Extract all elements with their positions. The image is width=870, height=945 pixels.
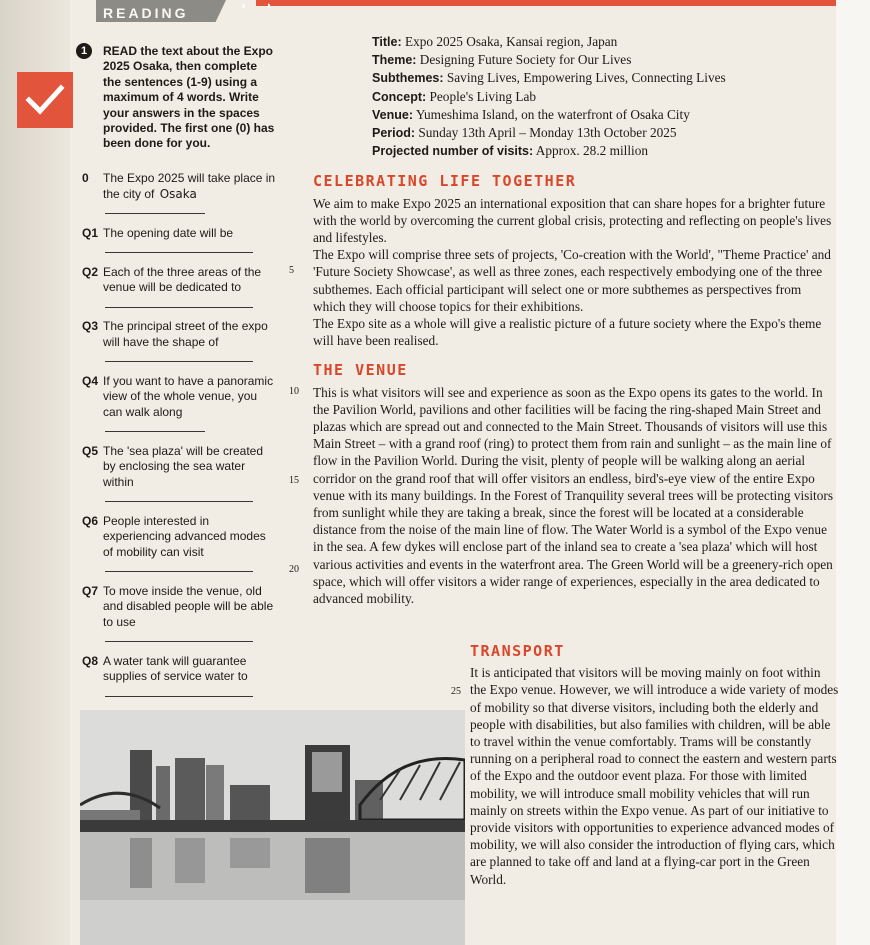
fact-value: Designing Future Society for Our Lives — [419, 52, 632, 68]
header-red-band — [256, 0, 836, 6]
question-text: The principal street of the expo will have the shape of — [103, 319, 268, 349]
fact-row — [372, 88, 833, 106]
fact-row — [372, 142, 833, 160]
fact-label: Projected number of visits: — [372, 144, 534, 159]
fact-row — [372, 33, 833, 51]
question-number: Q5 — [82, 443, 99, 458]
question-text: A water tank will guarantee supplies of service water to — [103, 653, 248, 683]
line-number: 10 — [289, 386, 299, 397]
line-number: 15 — [289, 475, 299, 486]
fact-label: Period: — [372, 126, 416, 141]
question-3 — [82, 319, 278, 367]
answer-field[interactable] — [105, 630, 253, 642]
article — [313, 33, 833, 607]
fact-value: Yumeshima Island, on the waterfront of Osaka City — [415, 106, 690, 122]
answer-field[interactable]: Osaka — [159, 186, 197, 201]
page-left-edge — [0, 0, 70, 945]
header-bar — [96, 0, 836, 14]
fact-label: Theme: — [372, 53, 417, 68]
paragraph: The Expo will comprise three sets of projects, 'Co-creation with the World', "Theme Practice' and 'Future Society Showcase', as well as three zones, each respectively embodying one of the three subthemes. Each official participant will select one or more subthemes as perspectives from which they will choose topics for their exhibitions. — [313, 247, 831, 314]
answer-field[interactable] — [105, 490, 253, 502]
osaka-skyline-photo — [80, 710, 465, 945]
fact-label: Concept: — [372, 89, 427, 104]
section-label: READING — [103, 5, 189, 21]
answer-field[interactable] — [105, 350, 253, 362]
question-number: Q3 — [82, 319, 99, 333]
transport-section — [470, 643, 840, 888]
question-number: Q7 — [82, 583, 99, 598]
check-badge — [17, 72, 73, 128]
question-number: Q8 — [82, 653, 99, 668]
section-heading-transport: TRANSPORT — [470, 642, 565, 660]
fact-label: Subthemes: — [372, 71, 444, 86]
section-heading-celebrating: CELEBRATING LIFE TOGETHER — [313, 172, 577, 191]
fact-row — [372, 69, 833, 87]
question-text: People interested in experiencing advanced modes of mobility can visit — [103, 513, 266, 559]
question-text: Each of the three areas of the venue will be dedicated to — [103, 264, 262, 294]
line-number: 5 — [289, 265, 294, 276]
fact-value: Sunday 13th April – Monday 13th October 2025 — [418, 125, 677, 141]
task-instructions: READ the text about the Expo 2025 Osaka, then complete the sentences (1-9) using a maximum of 4 words. Write your answers in the spaces provided. The first one (0) has been done for you. — [103, 44, 275, 151]
question-5 — [82, 444, 278, 507]
question-text: To move inside the venue, old and disabled people will be able to use — [103, 583, 274, 629]
fact-row — [372, 51, 833, 69]
answer-field[interactable] — [105, 241, 253, 253]
answer-field[interactable] — [105, 560, 253, 572]
question-number: Q2 — [82, 264, 99, 279]
question-list — [82, 171, 278, 763]
question-4 — [82, 374, 278, 437]
tab-icons: ◖ ◗ — [240, 0, 281, 12]
fact-box — [313, 33, 833, 160]
line-number: 25 — [451, 686, 461, 697]
page-right-margin — [836, 0, 870, 945]
question-text: If you want to have a panoramic view of the whole venue, you can walk along — [103, 373, 274, 419]
fact-value: Saving Lives, Empowering Lives, Connecting Lives — [446, 70, 726, 86]
answer-field[interactable] — [105, 420, 205, 432]
question-number: Q6 — [82, 513, 99, 528]
question-number: 0 — [82, 171, 89, 185]
question-text: The Expo 2025 will take place in the city of — [103, 171, 276, 201]
paragraph: The Expo site as a whole will give a realistic picture of a future society where the Expo's theme will have been realised. — [313, 316, 822, 349]
question-0 — [82, 171, 278, 219]
answer-field[interactable] — [105, 296, 253, 308]
answer-line — [105, 202, 205, 214]
answer-field[interactable] — [105, 685, 253, 697]
question-number: Q4 — [82, 373, 99, 388]
question-1 — [82, 226, 278, 258]
skyline-image — [80, 710, 465, 945]
question-text: The opening date will be — [103, 225, 234, 240]
line-number: 20 — [289, 564, 299, 575]
task-number: 1 — [76, 43, 92, 59]
fact-row — [372, 124, 833, 142]
fact-label: Venue: — [372, 107, 413, 122]
question-2 — [82, 265, 278, 313]
section-heading-venue: THE VENUE — [313, 361, 408, 380]
question-text: The 'sea plaza' will be created by enclosing the sea water within — [103, 443, 264, 489]
fact-value: Approx. 28.2 million — [535, 143, 649, 159]
paragraph: This is what visitors will see and experience as soon as the Expo opens its gates to the world. In the Pavilion World, pavilions and other facilities will be facing the ring-shaped Main Street and plazas which are spread out and connected to the Main Street. Thousands of visitors will use this Main Street – with a grand roof (ring) to protect them from rain and sunlight – as the main line of flow in the Pavilion World. During the visit, plenty of people will be walking along an aerial corridor on the grand roof that will offer visitors an endless, bird's-eye view of the entire Expo venue with its many buildings. In the Forest of Tranquility several trees will be protecting visitors from sunlight while they are taking a break, since the forest will be located at a considerable distance from the noise of the main line of flow. The Water World is a symbol of the Expo venue in the sea. A few dykes will enclose part of the inland sea to create a 'sea plaza' which will host various activities and events in the waterfront area. The Green World will be a greenery-rich open space, which will offer visitors a wider range of experiences, especially in the area dedicated to advanced mobility. — [313, 384, 833, 607]
paragraph: It is anticipated that visitors will be moving mainly on foot within the Expo venue. However, we will introduce a wide variety of modes of mobility so that diverse visitors, including both the elderly and people with disabilities, but also families with children, will be able to travel within the venue comfortably. Trams will be constantly running on a peripheral road to connect the eastern and western parts of the Expo and the outdoor event plaza. For those with limited mobility, we will introduce small mobility vehicles that will run mainly on streets within the Expo venue. As part of our initiative to provide visitors with opportunities to experience advanced modes of mobility, we will also consider the introduction of flying cars, which are planned to take off and land at a flying-car port in the Green World. — [470, 665, 839, 887]
checkmark-icon — [25, 82, 65, 118]
question-7 — [82, 584, 278, 647]
paragraph: We aim to make Expo 2025 an international exposition that can share hopes for a brighter future with the world by overcoming the current global crisis, protecting and reflecting on people's lives and lifestyles. — [313, 195, 832, 246]
question-number: Q1 — [82, 225, 99, 240]
question-8 — [82, 654, 278, 702]
fact-value: Expo 2025 Osaka, Kansai region, Japan — [404, 34, 618, 49]
fact-row — [372, 106, 833, 124]
fact-value: People's Living Lab — [429, 88, 537, 104]
question-6 — [82, 514, 278, 577]
fact-label: Title: — [372, 35, 402, 49]
